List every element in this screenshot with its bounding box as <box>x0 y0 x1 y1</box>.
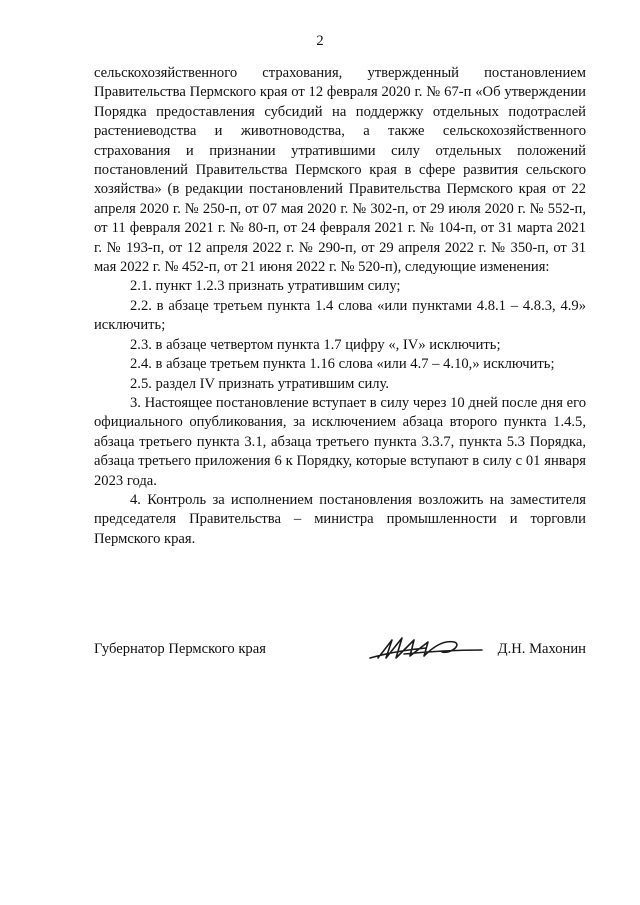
item-2-3: 2.3. в абзаце четвертом пункта 1.7 цифру «, IV» исключить; <box>130 336 501 353</box>
handwritten-signature <box>364 628 484 668</box>
intro-paragraph: сельскохозяйственного страхования, утвержденный постановлением Правительства Пермского края от 12 февраля 2020 г. № 67-п «Об утверждении Порядка предоставления субсидий на поддержку отдельных подотраслей растениеводства и животноводства, а также сельскохозяйственного страхования и признании утратившими силу отдельных положений постановлений Правительства Пермского края в сфере развития сельского хозяйства» (в редакции постановлений Правительства Пермского края от 22 апреля 2020 г. № 250-п, от 07 мая 2020 г. № 302-п, от 29 июля 2020 г. № 552-п, от 11 февраля 2021 г. № 80-п, от 24 февраля 2021 г. № 104-п, от 31 марта 2021 г. № 193-п, от 12 апреля 2022 г. № 290-п, от 29 апреля 2022 г. № 350-п, от 31 мая 2022 г. № 452-п, от 21 июня 2022 г. № 520-п), следующие изменения: <box>94 65 586 276</box>
page-number: 2 <box>316 33 324 49</box>
paragraph-3: 3. Настоящее постановление вступает в силу через 10 дней после дня его официального опубликования, за исключением абзаца второго пункта 1.4.5, абзаца третьего пункта 3.1, абзаца третьего пункта 3.3.7, пункта 5.3 Порядка, абзаца третьего приложения 6 к Порядку, которые вступают в силу с 01 января 2023 года. <box>94 394 586 489</box>
item-2-2: 2.2. в абзаце третьем пункта 1.4 слова «или пунктами 4.8.1 – 4.8.3, 4.9» исключить; <box>94 297 586 334</box>
signatory-name: Д.Н. Махонин <box>497 641 586 657</box>
signatory-title: Губернатор Пермского края <box>94 641 266 657</box>
document-body <box>94 64 586 549</box>
item-2-4: 2.4. в абзаце третьем пункта 1.16 слова «или 4.7 – 4.10,» исключить; <box>130 356 555 373</box>
signature-block <box>94 628 586 668</box>
item-2-1: 2.1. пункт 1.2.3 признать утратившим силу; <box>130 278 401 295</box>
item-2-5: 2.5. раздел IV признать утратившим силу. <box>130 375 390 392</box>
paragraph-4: 4. Контроль за исполнением постановления возложить на заместителя председателя Правительства – министра промышленности и торговли Пермского края. <box>94 491 586 547</box>
